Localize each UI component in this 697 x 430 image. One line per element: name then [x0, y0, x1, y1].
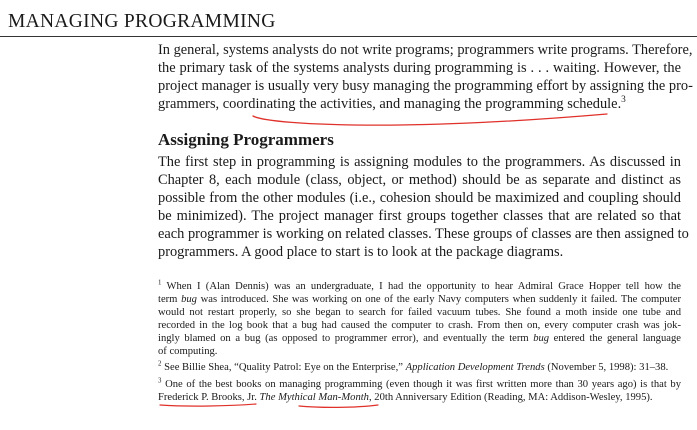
footnote-1-line-3: would not restart properly, so she began to search for failed vacuum tubes. She found a moth inside one tube and — [158, 307, 681, 318]
section-divider — [0, 36, 697, 37]
footnote-1-line-5 — [158, 332, 681, 345]
intro-line-4-text: grammers, coordinating the activities, and managing the programming schedule. — [158, 96, 622, 112]
footnote-1-text-1: When I (Alan Dennis) was an undergraduate, I had the opportunity to hear Admiral Grace Hopper tell how the — [166, 281, 681, 292]
subsection-line-3: possible from the other modules (i.e., cohesion should be maximized and coupling should — [158, 190, 681, 206]
subsection-line-1: The first step in programming is assigning modules to the programmers. As discussed in — [158, 154, 681, 170]
subsection-line-6: programmers. A good place to start is to look at the package diagrams. — [158, 244, 564, 260]
footnote-1-number: 1 — [158, 279, 162, 287]
subsection-line-5: each programmer is working on related classes. These groups of classes are then assigned to — [158, 226, 689, 242]
intro-line-3: project manager is usually very busy managing the programming effort by assigning the pro- — [158, 78, 693, 94]
footnote-3-text-2b: The Mythical Man-Month — [259, 392, 369, 403]
footnote-2-text-c: (November 5, 1998): 31–38. — [544, 362, 669, 373]
footnote-3-line-2 — [158, 391, 681, 404]
footnote-2-number: 2 — [158, 360, 162, 368]
section-title: MANAGING PROGRAMMING — [8, 11, 276, 32]
intro-line-1: In general, systems analysts do not write programs; programmers write programs. Therefore, — [158, 42, 693, 58]
footnote-1-text-5a: ingly blamed on a bug (as opposed to programmer error), and eventually the term — [158, 333, 534, 344]
annotation-underline-mythical-man-month — [299, 405, 378, 407]
footnote-3-text-2c: , 20th Anniversary Edition (Reading, MA: Addison-Wesley, 1995). — [368, 392, 653, 403]
footnote-1-line-2 — [158, 293, 681, 306]
subsection-line-4: be minimized). The project manager first groups together classes that are related so that — [158, 208, 681, 224]
footnote-1-line-4: recorded in the log book that a bug had caused the computer to crash. From then on, every computer crash was jok- — [158, 320, 681, 331]
footnote-2-text-a: See Billie Shea, “Quality Patrol: Eye on the Enterprise,” — [164, 362, 406, 373]
footnote-1-text-5b: bug — [533, 333, 550, 344]
footnote-2 — [158, 361, 681, 374]
intro-line-2: the primary task of the systems analysts during programming is . . . waiting. However, the — [158, 60, 681, 76]
footnote-3-number: 3 — [158, 377, 162, 385]
footnote-1-text-5c: entered the general language — [549, 333, 681, 344]
footnote-1-text-2a: term — [158, 294, 182, 305]
footnote-1-text-2b: bug — [181, 294, 197, 305]
footnote-1-line-6: of computing. — [158, 346, 218, 357]
footnote-1-text-2c: was introduced. She was working on one of the early Navy computers when suddenly it failed. The computer — [196, 294, 682, 305]
intro-line-4 — [158, 95, 681, 113]
annotation-underline-schedule — [253, 114, 607, 125]
footnote-3-line-1 — [158, 378, 681, 391]
subsection-title: Assigning Programmers — [158, 130, 334, 149]
footnote-3-text-1: One of the best books on managing programming (even though it was first written more than 30 years ago) is that by — [165, 379, 681, 390]
footnote-ref-3[interactable]: 3 — [621, 95, 626, 106]
annotation-underline-brooks — [160, 404, 256, 406]
footnote-2-text-b: Application Development Trends — [405, 362, 545, 373]
footnote-3-text-2a: Frederick P. Brooks, Jr. — [158, 392, 260, 403]
footnote-1-line-1 — [158, 280, 681, 293]
subsection-line-2: Chapter 8, each module (class, object, or method) should be as separate and distinct as — [158, 172, 681, 188]
